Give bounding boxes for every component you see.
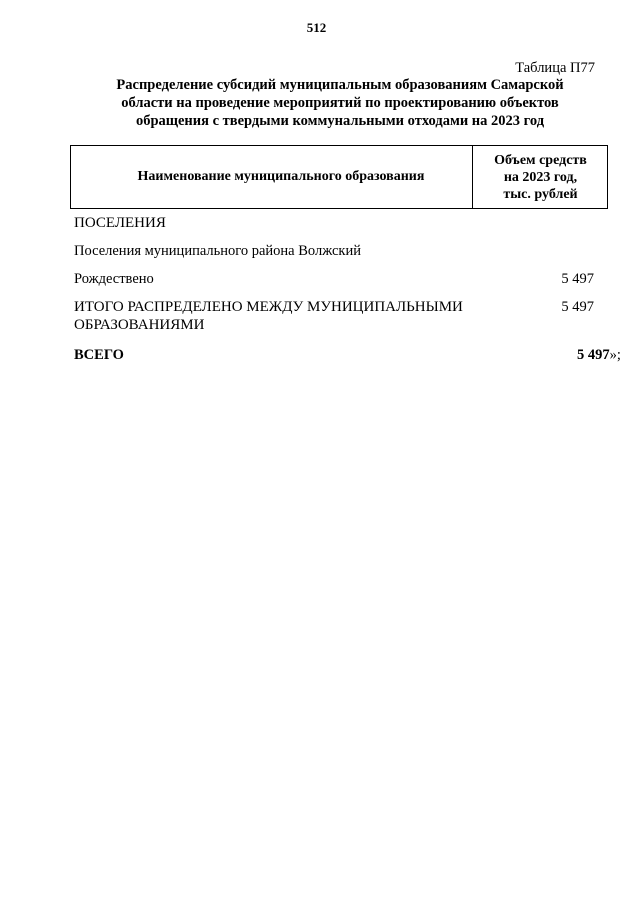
total-label: ВСЕГО	[74, 347, 124, 363]
title-line: Распределение субсидий муниципальным образованиям Самарской	[116, 77, 564, 93]
row-name: Поселения муниципального района Волжский	[74, 243, 361, 259]
title-line: обращения с твердыми коммунальными отходами на 2023 год	[135, 113, 545, 129]
column-header-value-line: тыс. рублей	[503, 186, 578, 202]
row-name: ПОСЕЛЕНИЯ	[74, 215, 166, 231]
total-suffix: »;	[609, 347, 621, 363]
column-header-value-line: Объем средств	[494, 152, 587, 168]
column-header-value	[473, 146, 608, 208]
table-header	[70, 145, 608, 209]
column-header-name: Наименование муниципального образования	[137, 169, 425, 184]
table-reference: Таблица П77	[515, 60, 595, 76]
document-title	[70, 76, 610, 130]
row-value: 5 497	[561, 299, 594, 315]
title-line: области на проведение мероприятий по проектированию объектов	[121, 95, 559, 111]
total-amount: 5 497	[577, 347, 610, 363]
row-name: ИТОГО РАСПРЕДЕЛЕНО МЕЖДУ МУНИЦИПАЛЬНЫМИ ОБРАЗОВАНИЯМИ	[74, 299, 463, 333]
total-value	[524, 346, 633, 364]
page-number: 512	[306, 20, 327, 35]
row-name: Рождествено	[74, 271, 154, 287]
column-header-value-line: на 2023 год,	[503, 169, 578, 185]
row-value: 5 497	[561, 271, 594, 287]
